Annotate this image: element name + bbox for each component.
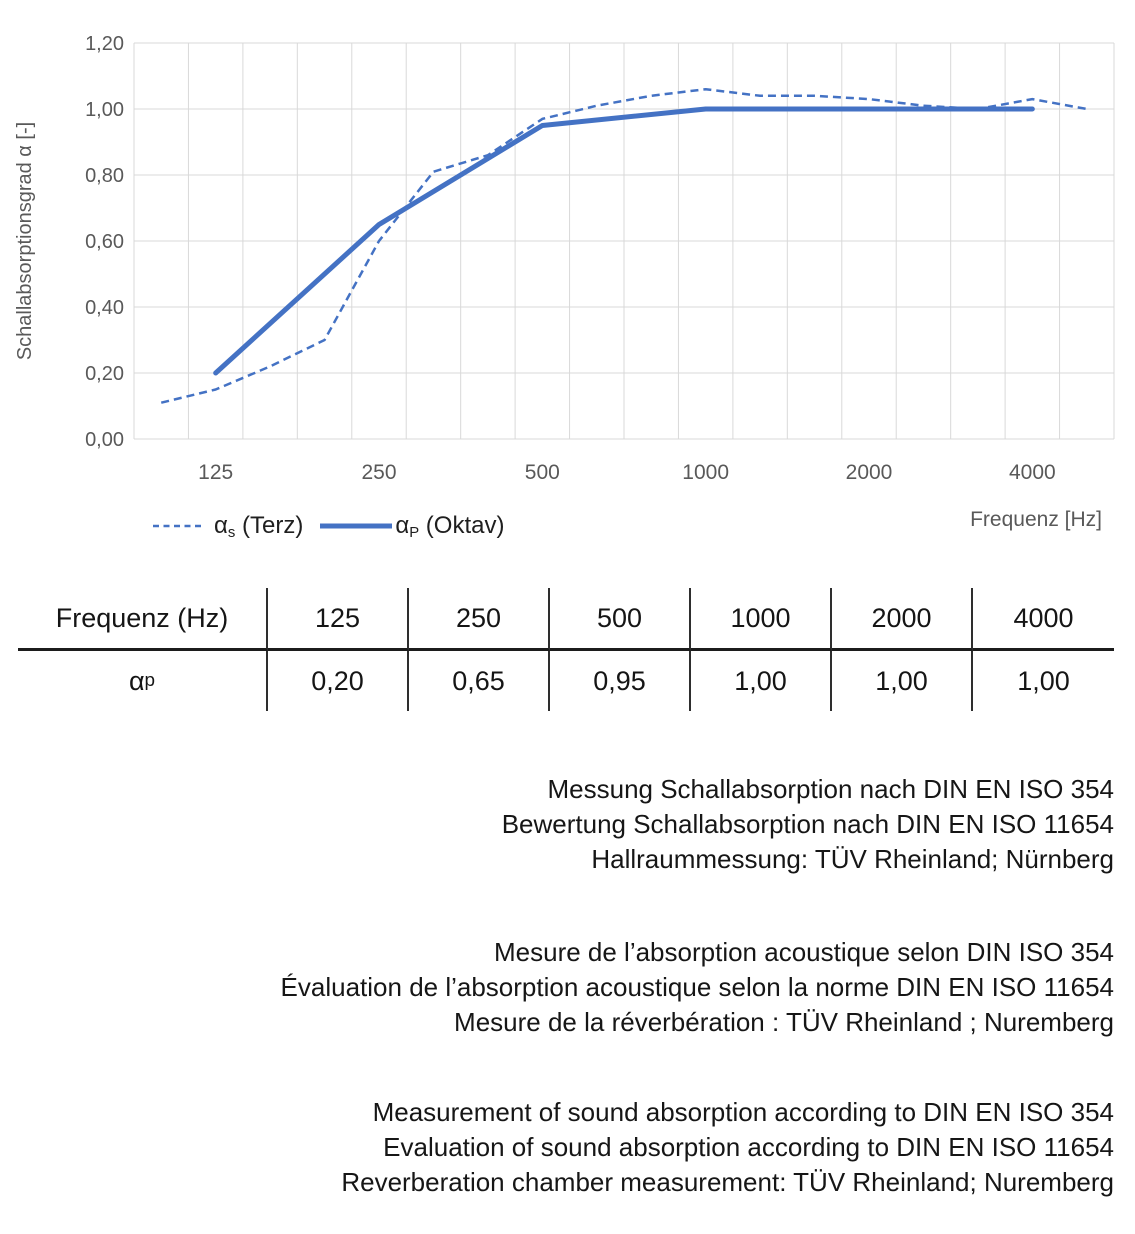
alpha-symbol: α xyxy=(395,512,410,539)
table-header-freq: 125 xyxy=(268,588,409,651)
y-tick-label: 0,00 xyxy=(85,429,124,451)
y-axis-title: Schallabsorptionsgrad α [-] xyxy=(14,121,36,361)
note-line: Evaluation of sound absorption according to DIN EN ISO 11654 xyxy=(383,1132,1114,1162)
table-value: 1,00 xyxy=(691,651,832,711)
y-tick-label: 0,60 xyxy=(85,231,124,253)
note-english xyxy=(341,1095,1114,1200)
table-header-freq: 2000 xyxy=(832,588,973,651)
x-tick-label: 125 xyxy=(198,461,234,484)
table-header-freq: 250 xyxy=(409,588,550,651)
table-value: 0,20 xyxy=(268,651,409,711)
legend-item-oktav xyxy=(319,512,504,540)
x-tick-label: 250 xyxy=(361,461,397,484)
y-tick-label: 1,00 xyxy=(85,99,124,121)
absorption-chart xyxy=(0,0,1135,560)
y-tick-label: 1,20 xyxy=(85,33,124,55)
table-row-label: α p xyxy=(18,651,268,711)
legend-text: (Oktav) xyxy=(419,512,505,539)
table-value: 1,00 xyxy=(1017,665,1070,696)
note-line: Hallraummessung: TÜV Rheinland; Nürnberg xyxy=(591,844,1114,874)
legend-text: (Terz) xyxy=(235,512,304,539)
x-tick-label: 2000 xyxy=(845,461,893,484)
chart-legend xyxy=(152,512,504,540)
table-value: 0,65 xyxy=(409,651,550,711)
y-tick-label: 0,40 xyxy=(85,297,124,319)
x-tick-label: 1000 xyxy=(682,461,730,484)
alpha-symbol: α xyxy=(128,665,145,696)
note-line: Mesure de la réverbération : TÜV Rheinland ; Nuremberg xyxy=(454,1007,1114,1037)
legend-label-terz xyxy=(214,512,303,540)
y-tick-label: 0,20 xyxy=(85,363,124,385)
terz-dashed-line-icon xyxy=(152,522,204,530)
table-header-freq: 500 xyxy=(550,588,691,651)
alpha-subscript: P xyxy=(409,525,420,542)
x-axis-title: Frequenz [Hz] xyxy=(970,508,1102,531)
legend-label-oktav xyxy=(395,512,504,540)
note-line: Évaluation de l’absorption acoustique selon la norme DIN EN ISO 11654 xyxy=(280,972,1114,1002)
table-value: 1,00 xyxy=(832,651,973,711)
note-french xyxy=(281,935,1114,1040)
x-tick-label: 4000 xyxy=(1008,461,1056,484)
note-german xyxy=(502,772,1114,877)
oktav-solid-line-icon xyxy=(319,522,393,530)
legend-item-terz xyxy=(152,512,303,540)
note-line: Measurement of sound absorption according to DIN EN ISO 354 xyxy=(372,1097,1114,1127)
x-tick-label: 500 xyxy=(524,461,560,484)
note-line: Mesure de l’absorption acoustique selon DIN ISO 354 xyxy=(493,937,1114,967)
y-tick-label: 0,80 xyxy=(85,165,124,187)
table-header-freq: 4000 xyxy=(973,588,1114,651)
chart-plot xyxy=(0,0,1135,560)
table-header-label: Frequenz (Hz) xyxy=(18,588,268,651)
note-line: Reverberation chamber measurement: TÜV Rheinland; Nuremberg xyxy=(341,1167,1114,1197)
note-line: Messung Schallabsorption nach DIN EN ISO 354 xyxy=(547,774,1114,804)
table-value: 0,95 xyxy=(550,651,691,711)
alpha-symbol: α xyxy=(214,512,228,539)
alpha-p-table xyxy=(18,588,1114,711)
table-header-freq: 1000 xyxy=(691,588,832,651)
note-line: Bewertung Schallabsorption nach DIN EN ISO 11654 xyxy=(501,809,1114,839)
alpha-subscript: s xyxy=(227,525,236,542)
